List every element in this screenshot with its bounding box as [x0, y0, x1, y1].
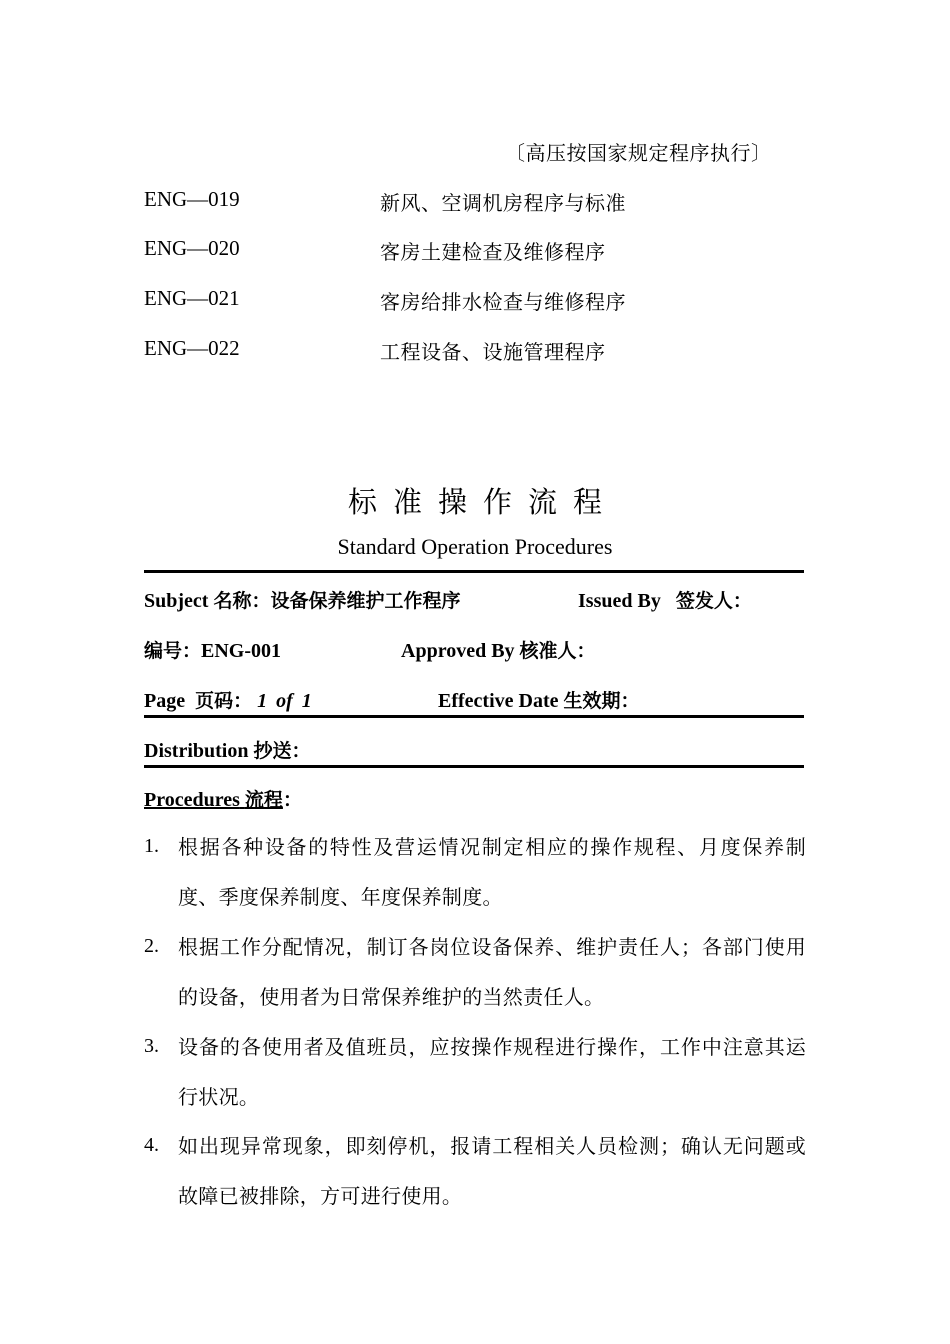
number-value: ENG-001	[201, 640, 282, 662]
document-title-cn: 标准操作流程	[347, 485, 618, 519]
approved-by-label-en: Approved By	[401, 640, 515, 662]
index-row	[144, 336, 804, 366]
distribution-field	[144, 736, 310, 763]
index-code: ENG—020	[144, 236, 240, 260]
procedure-text: 如出现异常现象，即刻停机，报请工程相关人员检测；确认无问题或故障已被排除，方可进行使用。	[178, 1134, 806, 1208]
number-field	[144, 636, 281, 663]
header-top-rule	[144, 570, 804, 573]
approved-by-label-cn: 核准人：	[519, 640, 596, 662]
effective-date-field	[438, 686, 640, 713]
page-field	[144, 686, 312, 713]
procedures-colon: ：	[282, 789, 302, 811]
issued-by-field	[578, 586, 752, 613]
procedures-label-cn: 流程	[244, 789, 283, 811]
effective-date-label-cn: 生效期：	[563, 690, 640, 712]
approved-by-field	[401, 636, 596, 663]
document-title-en: Standard Operation Procedures	[337, 534, 613, 559]
distribution-label-en: Distribution	[144, 740, 249, 762]
page-label-en: Page	[144, 690, 186, 712]
index-title: 客房土建检查及维修程序	[380, 240, 606, 264]
procedure-number: 2.	[144, 935, 159, 957]
index-code: ENG—022	[144, 336, 240, 360]
index-row	[144, 286, 804, 316]
index-title: 工程设备、设施管理程序	[380, 340, 606, 364]
index-title: 客房给排水检查与维修程序	[380, 290, 626, 314]
issued-by-label-cn: 签发人：	[675, 590, 752, 612]
procedure-text: 根据各种设备的特性及营运情况制定相应的操作规程、月度保养制度、季度保养制度、年度保养制度。	[178, 835, 806, 909]
procedures-heading	[144, 785, 302, 812]
index-row	[144, 187, 804, 217]
subject-field	[144, 586, 460, 613]
index-row	[144, 236, 804, 266]
subject-value: 设备保养维护工作程序	[270, 590, 461, 612]
subject-label-cn: 名称：	[213, 590, 271, 612]
header-bottom-rule	[144, 765, 804, 768]
subject-label-en: Subject	[144, 590, 209, 612]
page-label-cn: 页码：	[195, 690, 253, 712]
procedure-text: 设备的各使用者及值班员，应按操作规程进行操作，工作中注意其运行状况。	[178, 1035, 806, 1109]
regulation-note: 〔高压按国家规定程序执行〕	[505, 141, 772, 165]
procedures-label-en: Procedures	[144, 789, 240, 811]
distribution-label-cn: 抄送：	[253, 740, 311, 762]
index-code: ENG—019	[144, 187, 240, 211]
page-value: 1 of 1	[257, 690, 312, 712]
number-label: 编号：	[144, 640, 202, 662]
header-middle-rule	[144, 715, 804, 718]
procedure-number: 1.	[144, 835, 159, 857]
index-title: 新风、空调机房程序与标准	[380, 191, 626, 215]
procedure-number: 4.	[144, 1134, 159, 1156]
index-code: ENG—021	[144, 286, 240, 310]
issued-by-label-en: Issued By	[578, 590, 661, 612]
procedure-number: 3.	[144, 1035, 159, 1057]
procedure-text: 根据工作分配情况，制订各岗位设备保养、维护责任人；各部门使用的设备，使用者为日常保养维护的当然责任人。	[178, 935, 806, 1009]
effective-date-label-en: Effective Date	[438, 690, 559, 712]
